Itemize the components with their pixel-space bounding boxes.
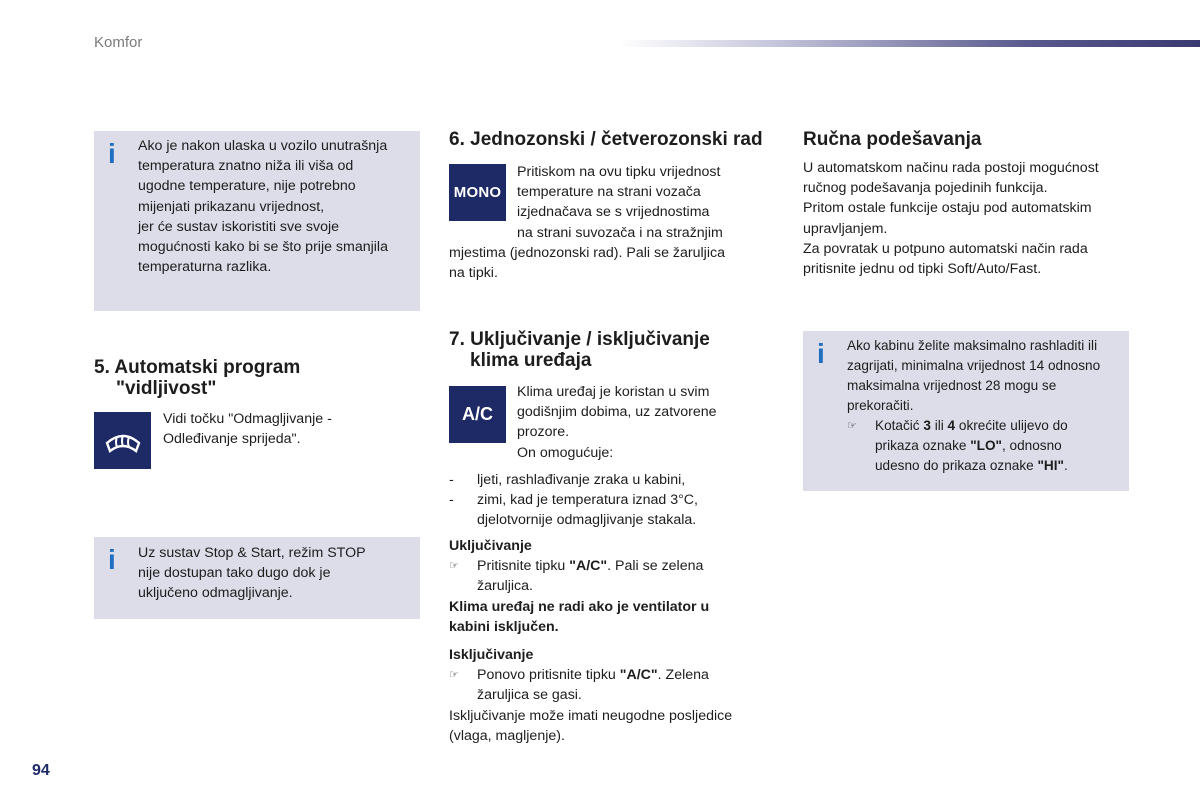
info-line: mogućnosti kako bi se što prije smanjila bbox=[138, 239, 388, 256]
pointing-hand-icon: ☞ bbox=[449, 560, 459, 573]
windshield-defrost-icon bbox=[94, 412, 151, 469]
section7-heading bbox=[449, 329, 710, 371]
info-line: Ako je nakon ulaska u vozilo unutrašnja bbox=[138, 138, 388, 154]
section6-text: temperature na strani vozača bbox=[517, 184, 701, 201]
on-heading: Uključivanje bbox=[449, 538, 532, 554]
off-step: ☞ Ponovo pritisnite tipku "A/C". Zelena žaruljica se gasi. bbox=[449, 665, 769, 705]
info-line: mijenjati prikazanu vrijednost, bbox=[138, 198, 325, 215]
section5-text: Vidi točku "Odmagljivanje - bbox=[163, 411, 332, 427]
pointing-hand-icon: ☞ bbox=[847, 420, 857, 432]
section7-title-line2: klima uređaja bbox=[470, 350, 592, 371]
info-icon: i bbox=[108, 544, 116, 575]
section7-title-line1: 7. Uključivanje / isključivanje bbox=[449, 329, 710, 350]
section6-text: Pritiskom na ovu tipku vrijednost bbox=[517, 164, 721, 180]
info-icon: i bbox=[817, 338, 825, 369]
manual-text: ručnog podešavanja pojedinih funkcija. bbox=[803, 180, 1048, 197]
info-line: nije dostupan tako dugo dok je bbox=[138, 565, 331, 582]
section-title: Komfor bbox=[94, 34, 143, 51]
manual-text: pritisnite jednu od tipki Soft/Auto/Fast. bbox=[803, 261, 1042, 278]
section7-dash-list bbox=[449, 470, 759, 531]
info-line: temperatura znatno niža ili viša od bbox=[138, 158, 354, 175]
mono-button-icon: MONO bbox=[449, 164, 506, 221]
section6-text: izjednačava se s vrijednostima bbox=[517, 204, 710, 221]
manual-title: Ručna podešavanja bbox=[803, 129, 982, 150]
manual-text: Za povratak u potpuno automatski način rada bbox=[803, 240, 1088, 257]
info-line: Uz sustav Stop & Start, režim STOP bbox=[138, 545, 366, 561]
info-step: ☞ Kotačić 3 ili 4 okrećite ulijevo do prikaza oznake "LO", odnosno udesno do prikaza oznake "HI". bbox=[847, 416, 1129, 476]
off-note: Isključivanje može imati neugodne posljedice (vlaga, magljenje). bbox=[449, 707, 733, 744]
section7-text: On omogućuje: bbox=[517, 444, 614, 461]
off-heading: Isključivanje bbox=[449, 647, 534, 663]
section5-title-line2: "vidljivost" bbox=[116, 378, 217, 399]
header-decor-bar bbox=[620, 40, 1200, 47]
section6-title: 6. Jednozonski / četverozonski rad bbox=[449, 129, 763, 150]
pointing-hand-icon: ☞ bbox=[449, 669, 459, 682]
info-line: prekoračiti. bbox=[847, 398, 914, 413]
section5-text: Odleđivanje sprijeda". bbox=[163, 431, 301, 448]
section5-heading bbox=[94, 357, 300, 399]
list-item: - ljeti, rashlađivanje zraka u kabini, bbox=[449, 472, 686, 488]
list-item: - zimi, kad je temperatura iznad 3°C, djelotvornije odmagljivanje stakala. bbox=[449, 492, 698, 529]
section7-text: Klima uređaj je koristan u svim bbox=[517, 384, 710, 400]
info-box-min-max bbox=[803, 331, 1129, 491]
page-number: 94 bbox=[32, 762, 50, 779]
info-box-temperature bbox=[94, 131, 420, 311]
info-line: ugodne temperature, nije potrebno bbox=[138, 178, 356, 195]
section7-text: godišnjim dobima, uz zatvorene bbox=[517, 404, 717, 421]
manual-text: U automatskom načinu rada postoji mogućnost bbox=[803, 160, 1099, 176]
manual-text: upravljanjem. bbox=[803, 220, 888, 237]
info-line: Ako kabinu želite maksimalno rashladiti ili bbox=[847, 338, 1098, 353]
info-line: zagrijati, minimalna vrijednost 14 odnosno bbox=[847, 358, 1101, 373]
section5-title-line1: 5. Automatski program bbox=[94, 357, 301, 378]
info-line: maksimalna vrijednost 28 mogu se bbox=[847, 378, 1057, 393]
section7-text: prozore. bbox=[517, 424, 570, 441]
info-icon: i bbox=[108, 138, 116, 169]
warning-text: Klima uređaj ne radi ako je ventilator u kabini isključen. bbox=[449, 598, 710, 635]
manual-text: Pritom ostale funkcije ostaju pod automatskim bbox=[803, 200, 1092, 217]
info-line: jer će sustav iskoristiti sve svoje bbox=[138, 218, 340, 235]
section6-text: na tipki. bbox=[449, 265, 498, 282]
ac-button-icon: A/C bbox=[449, 386, 506, 443]
on-step: ☞ Pritisnite tipku "A/C". Pali se zelena žaruljica. bbox=[449, 556, 769, 596]
info-line: temperaturna razlika. bbox=[138, 259, 272, 276]
section6-text: na strani suvozača i na stražnjim bbox=[517, 224, 723, 241]
info-box-stop-start bbox=[94, 537, 420, 619]
section6-text: mjestima (jednozonski rad). Pali se žaruljica bbox=[449, 245, 725, 261]
info-line: uključeno odmagljivanje. bbox=[138, 585, 293, 602]
